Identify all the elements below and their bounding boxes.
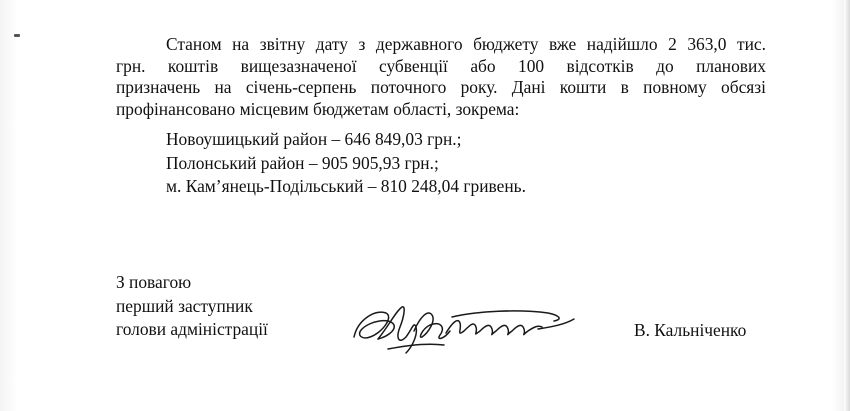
handwritten-signature: [348, 297, 588, 363]
paragraph-line: профінансовано місцевим бюджетам області, зокрема:: [116, 98, 520, 119]
district-item: Новоушицький район – 646 849,03 грн.;: [166, 129, 462, 149]
page-edge-shadow: [844, 0, 850, 411]
body-paragraph: [116, 34, 766, 120]
district-item: м. Кам’янець-Подільський – 810 248,04 гривень.: [166, 176, 526, 196]
closing-text: З повагою: [116, 272, 192, 292]
paragraph-line: грн. коштів вищезазначеної субвенції або 100 відсотків до планових: [116, 55, 766, 76]
signature-title-block: [116, 271, 268, 342]
signer-name: В. Кальніченко: [634, 320, 747, 340]
scan-mark: [14, 34, 20, 37]
district-item: Полонський район – 905 905,93 грн.;: [166, 152, 439, 173]
position-line: перший заступник: [116, 295, 253, 316]
paragraph-line: призначень на січень-серпень поточного року. Дані кошти в повному обсязі: [116, 77, 766, 98]
paragraph-line: Станом на звітну дату з державного бюджету вже надійшло 2 363,0 тис.: [166, 34, 766, 54]
position-line: голови адміністрації: [116, 319, 268, 339]
district-list: [166, 128, 526, 199]
